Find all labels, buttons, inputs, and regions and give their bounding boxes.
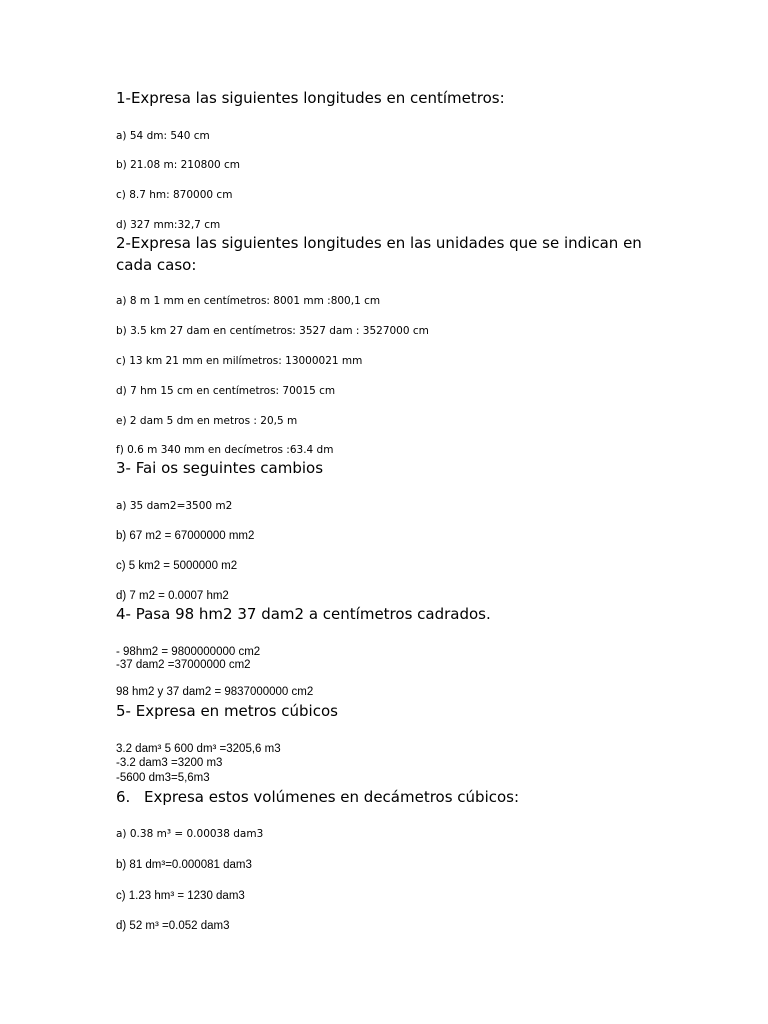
section-2-heading-line2: cada caso: bbox=[116, 256, 197, 274]
s3-item-c: c) 5 km2 = 5000000 m2 bbox=[116, 560, 238, 572]
s1-item-c: c) 8.7 hm: 870000 cm bbox=[116, 189, 233, 201]
s2-item-e: e) 2 dam 5 dm en metros : 20,5 m bbox=[116, 415, 298, 427]
section-6-number: 6. bbox=[116, 788, 131, 806]
s6-item-c: c) 1.23 hm³ = 1230 dam3 bbox=[116, 890, 245, 902]
s4-item-1: - 98hm2 = 9800000000 cm2 bbox=[116, 646, 261, 658]
s3-item-a: a) 35 dam2=3500 m2 bbox=[116, 500, 233, 512]
section-4-heading: 4- Pasa 98 hm2 37 dam2 a centímetros cadrados. bbox=[116, 605, 491, 623]
s6-item-b: b) 81 dm³=0.000081 dam3 bbox=[116, 859, 252, 871]
s1-item-b: b) 21.08 m: 210800 cm bbox=[116, 159, 241, 171]
s6-item-d: d) 52 m³ =0.052 dam3 bbox=[116, 920, 230, 932]
s3-item-d: d) 7 m2 = 0.0007 hm2 bbox=[116, 590, 229, 602]
s2-item-a: a) 8 m 1 mm en centímetros: 8001 mm :800,1 cm bbox=[116, 295, 381, 307]
section-5-heading: 5- Expresa en metros cúbicos bbox=[116, 702, 338, 720]
section-2-heading-line1: 2-Expresa las siguientes longitudes en las unidades que se indican en bbox=[116, 234, 642, 252]
section-1-heading: 1-Expresa las siguientes longitudes en centímetros: bbox=[116, 89, 505, 107]
s5-item-2: -3.2 dam3 =3200 m3 bbox=[116, 757, 223, 769]
s1-item-a: a) 54 dm: 540 cm bbox=[116, 130, 210, 142]
s1-item-d: d) 327 mm:32,7 cm bbox=[116, 219, 221, 231]
section-6-heading-text: Expresa estos volúmenes en decámetros cúbicos: bbox=[144, 788, 520, 806]
section-6-heading bbox=[116, 789, 519, 806]
section-3-heading: 3- Fai os seguintes cambios bbox=[116, 459, 324, 477]
s3-item-b: b) 67 m2 = 67000000 mm2 bbox=[116, 530, 255, 542]
s4-item-total: 98 hm2 y 37 dam2 = 9837000000 cm2 bbox=[116, 686, 314, 698]
s4-item-2: -37 dam2 =37000000 cm2 bbox=[116, 659, 251, 671]
s2-item-b: b) 3.5 km 27 dam en centímetros: 3527 dam : 3527000 cm bbox=[116, 325, 429, 337]
s5-item-1: 3.2 dam³ 5 600 dm³ =3205,6 m3 bbox=[116, 743, 281, 755]
s2-item-f: f) 0.6 m 340 mm en decímetros :63.4 dm bbox=[116, 444, 334, 456]
s2-item-c: c) 13 km 21 mm en milímetros: 13000021 mm bbox=[116, 355, 363, 367]
s2-item-d: d) 7 hm 15 cm en centímetros: 70015 cm bbox=[116, 385, 336, 397]
s6-item-a: a) 0.38 m³ = 0.00038 dam3 bbox=[116, 828, 264, 840]
s5-item-3: -5600 dm3=5,6m3 bbox=[116, 772, 210, 784]
